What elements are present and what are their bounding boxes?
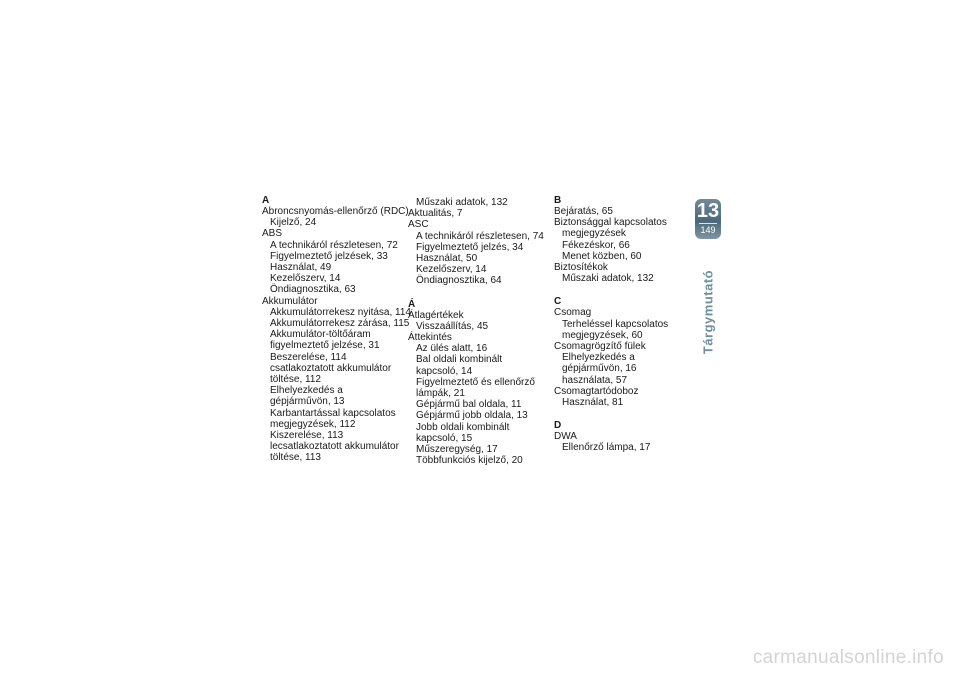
tab-divider (699, 223, 717, 224)
index-letter-heading: A (262, 195, 270, 206)
index-letter-heading: C (554, 296, 562, 308)
index-column-3 (554, 196, 668, 454)
index-subentry: lecsatlakoztatott akkumulátor (270, 441, 399, 453)
index-entry: ABS (262, 228, 283, 240)
index-subentry: A technikáról részletesen, 72 (270, 239, 398, 251)
index-subentry: Figyelmeztető jelzés, 34 (416, 241, 524, 253)
index-subentry: Többfunkciós kijelző, 20 (416, 455, 523, 467)
index-subentry: gépjárművön, 16 (562, 363, 637, 375)
index-subentry: Terheléssel kapcsolatos (562, 318, 669, 330)
index-subentry: Elhelyezkedés a (562, 352, 635, 364)
index-subentry: Ellenőrző lámpa, 17 (562, 442, 651, 454)
index-entry: Biztonsággal kapcsolatos (554, 217, 667, 229)
index-subentry: Műszaki adatok, 132 (562, 273, 654, 285)
index-subentry: Akkumulátorrekesz nyitása, 114 (270, 306, 411, 318)
index-subentry: használata, 57 (562, 374, 628, 386)
index-subentry: Kiszerelése, 113 (270, 430, 344, 442)
index-column-1 (262, 196, 411, 464)
index-subentry: Kezelőszerv, 14 (416, 264, 487, 276)
index-subentry: Használat, 81 (562, 397, 624, 409)
index-subentry: lámpák, 21 (416, 388, 465, 400)
section-gap (408, 287, 544, 300)
index-entry: ASC (408, 219, 429, 231)
index-subentry: kapcsoló, 15 (416, 432, 473, 444)
index-entry: Akkumulátor (262, 295, 318, 307)
section-title: Tárgymutató (700, 269, 716, 355)
index-subentry: gépjárművön, 13 (270, 396, 345, 408)
page-number: 149 (700, 225, 716, 235)
index-subentry: Figyelmeztető és ellenőrző (416, 376, 535, 388)
index-subentry: Fékezéskor, 66 (562, 239, 630, 251)
index-subentry: Műszeregység, 17 (416, 444, 498, 456)
index-subentry: Akkumulátorrekesz zárása, 115 (270, 318, 410, 330)
index-subentry: töltése, 112 (270, 374, 321, 386)
index-subentry: Gépjármű jobb oldala, 13 (416, 410, 528, 422)
index-entry: Bejáratás, 65 (554, 206, 613, 217)
index-subentry: Visszaállítás, 45 (416, 320, 489, 332)
index-entry: Csomagtartódoboz (554, 385, 639, 397)
index-subentry: Kijelző, 24 (270, 217, 317, 229)
index-subentry: Öndiagnosztika, 63 (270, 284, 356, 296)
index-subentry: csatlakoztatott akkumulátor (270, 362, 392, 374)
index-subentry: megjegyzések, 60 (562, 329, 643, 341)
index-subentry: Műszaki adatok, 132 (416, 197, 508, 208)
index-subentry: A technikáról részletesen, 74 (416, 230, 544, 242)
index-entry: Aktualitás, 7 (408, 208, 463, 220)
index-subentry: Beszerelése, 114 (270, 351, 347, 363)
index-subentry: Menet közben, 60 (562, 250, 642, 262)
chapter-number: 13 (696, 200, 720, 222)
index-entry: DWA (554, 431, 577, 443)
section-gap (554, 408, 668, 421)
index-subentry: megjegyzések, 112 (270, 418, 356, 430)
index-subentry: figyelmeztető jelzése, 31 (270, 340, 380, 352)
index-entry: Csomagrögzítő fülek (554, 341, 646, 353)
index-entry: Abroncsnyomás-ellenőrző (RDC) (262, 206, 409, 217)
index-column-2 (408, 197, 544, 466)
index-letter-heading: D (554, 420, 562, 432)
index-subentry: Akkumulátor-töltőáram (270, 329, 371, 341)
index-subentry: Bal oldali kombinált (416, 354, 503, 366)
index-letter-heading: Á (408, 298, 416, 310)
index-letter-heading: B (554, 195, 562, 206)
index-subentry: Használat, 49 (270, 262, 332, 274)
index-subentry: Öndiagnosztika, 64 (416, 275, 502, 287)
index-subentry: Kezelőszerv, 14 (270, 273, 341, 285)
index-entry: Áttekintés (408, 332, 452, 344)
index-subentry: töltése, 113 (270, 452, 321, 464)
index-entry: Csomag (554, 307, 592, 319)
index-subentry: megjegyzések (562, 228, 626, 240)
index-subentry: Elhelyezkedés a (270, 385, 343, 397)
index-subentry: kapcsoló, 14 (416, 365, 473, 377)
index-subentry: Gépjármű bal oldala, 11 (416, 399, 522, 411)
section-gap (554, 284, 668, 297)
index-subentry: Az ülés alatt, 16 (416, 343, 488, 355)
index-entry: Biztosítékok (554, 262, 608, 274)
index-entry: Átlagértékek (408, 309, 464, 321)
watermark-text: carmanualsonline.info (752, 647, 944, 668)
index-subentry: Figyelmeztető jelzések, 33 (270, 250, 388, 262)
index-subentry: Jobb oldali kombinált (416, 421, 510, 433)
index-subentry: Használat, 50 (416, 253, 478, 265)
index-subentry: Karbantartással kapcsolatos (270, 407, 396, 419)
chapter-tab (695, 199, 721, 239)
